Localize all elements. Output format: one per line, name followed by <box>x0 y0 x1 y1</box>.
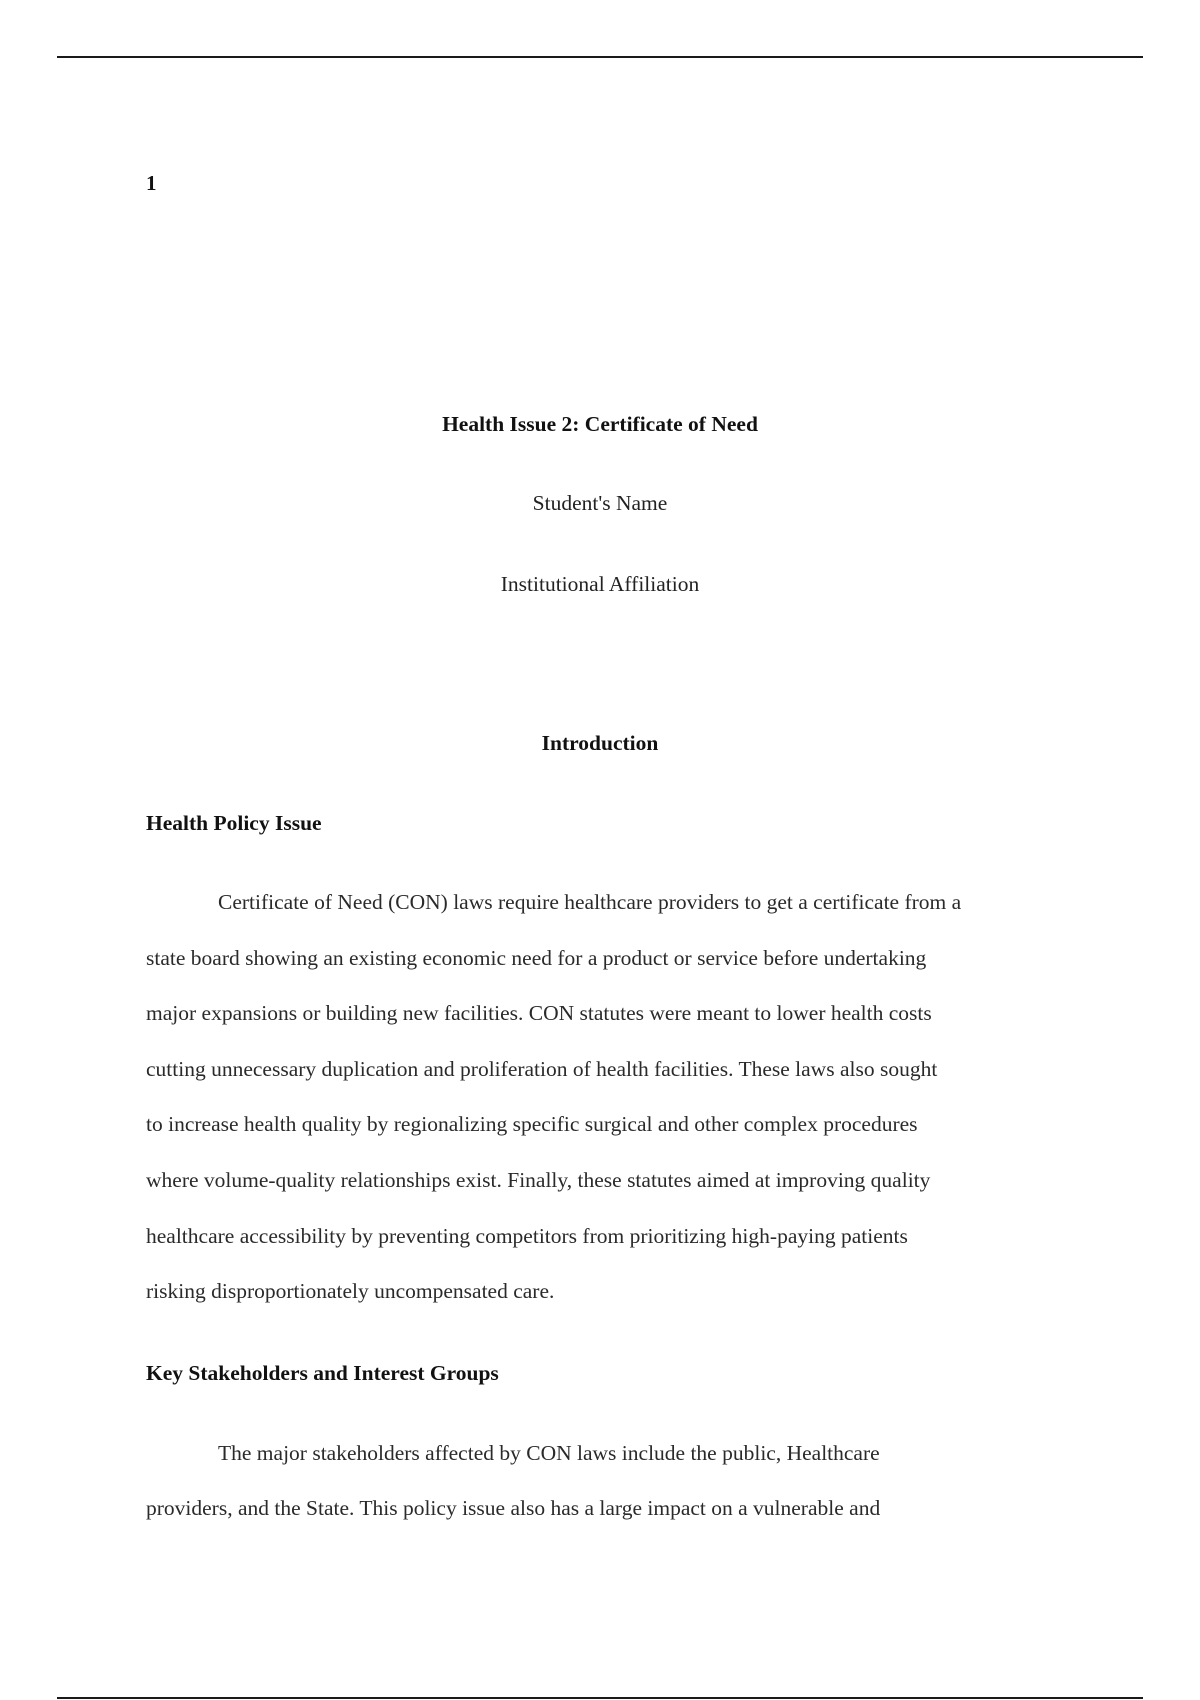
paragraph-line: Certificate of Need (CON) laws require healthcare providers to get a certificate from a <box>218 890 962 914</box>
page-number: 1 <box>146 171 157 195</box>
paragraph-line: The major stakeholders affected by CON laws include the public, Healthcare <box>218 1441 880 1465</box>
paragraph-line: risking disproportionately uncompensated care. <box>146 1279 555 1303</box>
paragraph-line: where volume-quality relationships exist. Finally, these statutes aimed at improving quality <box>146 1168 931 1192</box>
paragraph-line: state board showing an existing economic need for a product or service before undertaking <box>146 946 927 970</box>
introduction-heading: Introduction <box>541 731 659 755</box>
institutional-affiliation: Institutional Affiliation <box>500 572 700 596</box>
bottom-rule <box>57 1697 1143 1699</box>
section-heading-health-policy-issue: Health Policy Issue <box>146 811 322 835</box>
paragraph-line: providers, and the State. This policy issue also has a large impact on a vulnerable and <box>146 1496 881 1520</box>
top-rule <box>57 56 1143 58</box>
paragraph-line: to increase health quality by regionalizing specific surgical and other complex procedures <box>146 1112 918 1136</box>
paragraph-line: major expansions or building new facilities. CON statutes were meant to lower health costs <box>146 1001 932 1025</box>
paragraph-line: cutting unnecessary duplication and proliferation of health facilities. These laws also sought <box>146 1057 938 1081</box>
student-name: Student's Name <box>532 491 668 515</box>
section-heading-key-stakeholders: Key Stakeholders and Interest Groups <box>146 1361 499 1385</box>
paragraph-line: healthcare accessibility by preventing competitors from prioritizing high-paying patients <box>146 1224 908 1248</box>
paper-title: Health Issue 2: Certificate of Need <box>442 412 758 436</box>
